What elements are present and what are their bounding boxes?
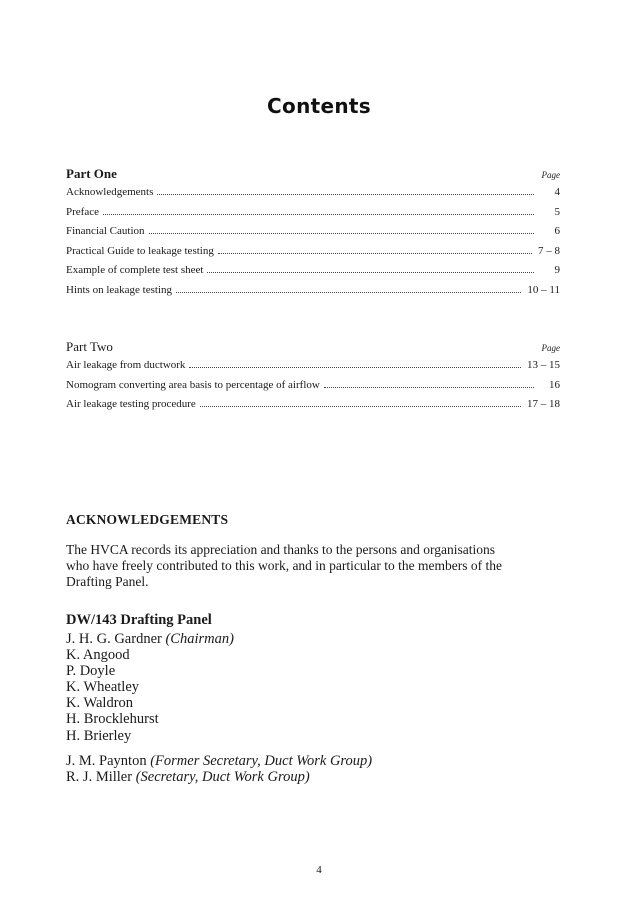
toc-entry bbox=[66, 186, 560, 206]
secretary-name: R. J. Miller bbox=[66, 768, 133, 785]
toc-entry-page: 10 – 11 bbox=[527, 283, 560, 296]
toc-leader-dots bbox=[200, 406, 521, 407]
toc-entry-page: 13 – 15 bbox=[527, 359, 560, 371]
part-one-page-label: Page bbox=[541, 170, 560, 180]
acknowledgements-section bbox=[66, 512, 506, 785]
toc-entry-page: 6 bbox=[554, 225, 560, 237]
toc-leader-dots bbox=[149, 233, 534, 234]
panel-member bbox=[66, 631, 506, 647]
toc-entry-label: Practical Guide to leakage testing bbox=[66, 244, 214, 257]
member-name: H. Brocklehurst bbox=[66, 711, 159, 728]
secretary-name: J. M. Paynton bbox=[66, 752, 147, 769]
member-name: P. Doyle bbox=[66, 663, 116, 680]
toc-entry bbox=[66, 245, 560, 265]
toc-part-one bbox=[66, 166, 560, 303]
panel-member bbox=[66, 695, 506, 711]
page-number: 4 bbox=[316, 864, 322, 876]
secretary-role: (Secretary, Duct Work Group) bbox=[135, 768, 310, 785]
toc-entry-page: 5 bbox=[554, 205, 560, 218]
toc-entry bbox=[66, 379, 560, 399]
toc-entry-page: 9 bbox=[554, 264, 560, 276]
toc-entry bbox=[66, 264, 560, 284]
toc-entry bbox=[66, 284, 560, 304]
toc-entry-label: Preface bbox=[66, 205, 99, 218]
acknowledgements-body: The HVCA records its appreciation and thanks to the persons and organisations who have freely contributed to this work, and in particular to the members of the Drafting Panel. bbox=[66, 542, 502, 589]
toc-entry-page: 4 bbox=[554, 186, 560, 198]
member-name: K. Angood bbox=[66, 647, 130, 664]
toc-leader-dots bbox=[218, 253, 532, 254]
panel-member bbox=[66, 663, 506, 679]
toc-part-two bbox=[66, 339, 560, 418]
toc-entry bbox=[66, 398, 560, 418]
panel-member bbox=[66, 711, 506, 727]
acknowledgements-heading: ACKNOWLEDGEMENTS bbox=[66, 512, 229, 527]
toc-leader-dots bbox=[189, 367, 521, 368]
part-two-page-label: Page bbox=[541, 343, 560, 353]
toc-entry bbox=[66, 359, 560, 379]
toc-entry bbox=[66, 225, 560, 245]
drafting-panel-heading: DW/143 Drafting Panel bbox=[66, 612, 212, 628]
toc-leader-dots bbox=[324, 387, 534, 388]
page-title: Contents bbox=[267, 94, 371, 118]
toc-leader-dots bbox=[157, 194, 534, 195]
panel-member bbox=[66, 728, 506, 744]
member-name: H. Brierley bbox=[66, 727, 132, 744]
secretary bbox=[66, 769, 506, 785]
member-name: J. H. G. Gardner bbox=[66, 631, 162, 647]
toc-entry-label: Acknowledgements bbox=[66, 186, 154, 198]
toc-entry-label: Hints on leakage testing bbox=[66, 283, 173, 296]
toc-part-one-header bbox=[66, 166, 560, 186]
toc-leader-dots bbox=[207, 272, 534, 273]
toc-entry-label: Nomogram converting area basis to percentage of airflow bbox=[66, 378, 320, 391]
member-name: K. Wheatley bbox=[66, 679, 140, 696]
toc-entry-label: Example of complete test sheet bbox=[66, 264, 204, 276]
toc-part-two-header bbox=[66, 339, 560, 359]
panel-member bbox=[66, 679, 506, 695]
secretary-role: (Former Secretary, Duct Work Group) bbox=[150, 752, 373, 769]
toc-entry-label: Financial Caution bbox=[66, 225, 145, 237]
toc-entry-page: 17 – 18 bbox=[527, 398, 560, 410]
toc-entry-page: 7 – 8 bbox=[538, 244, 560, 257]
toc-entry-page: 16 bbox=[549, 378, 560, 391]
part-one-title: Part One bbox=[66, 166, 117, 181]
toc-leader-dots bbox=[103, 214, 534, 215]
member-name: K. Waldron bbox=[66, 695, 134, 712]
section-spacer bbox=[66, 744, 506, 753]
member-role: (Chairman) bbox=[165, 631, 234, 647]
toc-leader-dots bbox=[176, 292, 521, 293]
secretary bbox=[66, 753, 506, 769]
toc-entry bbox=[66, 206, 560, 226]
toc-entry-label: Air leakage testing procedure bbox=[66, 398, 196, 410]
part-two-title: Part Two bbox=[66, 339, 113, 354]
toc-entry-label: Air leakage from ductwork bbox=[66, 359, 186, 371]
panel-member bbox=[66, 647, 506, 663]
